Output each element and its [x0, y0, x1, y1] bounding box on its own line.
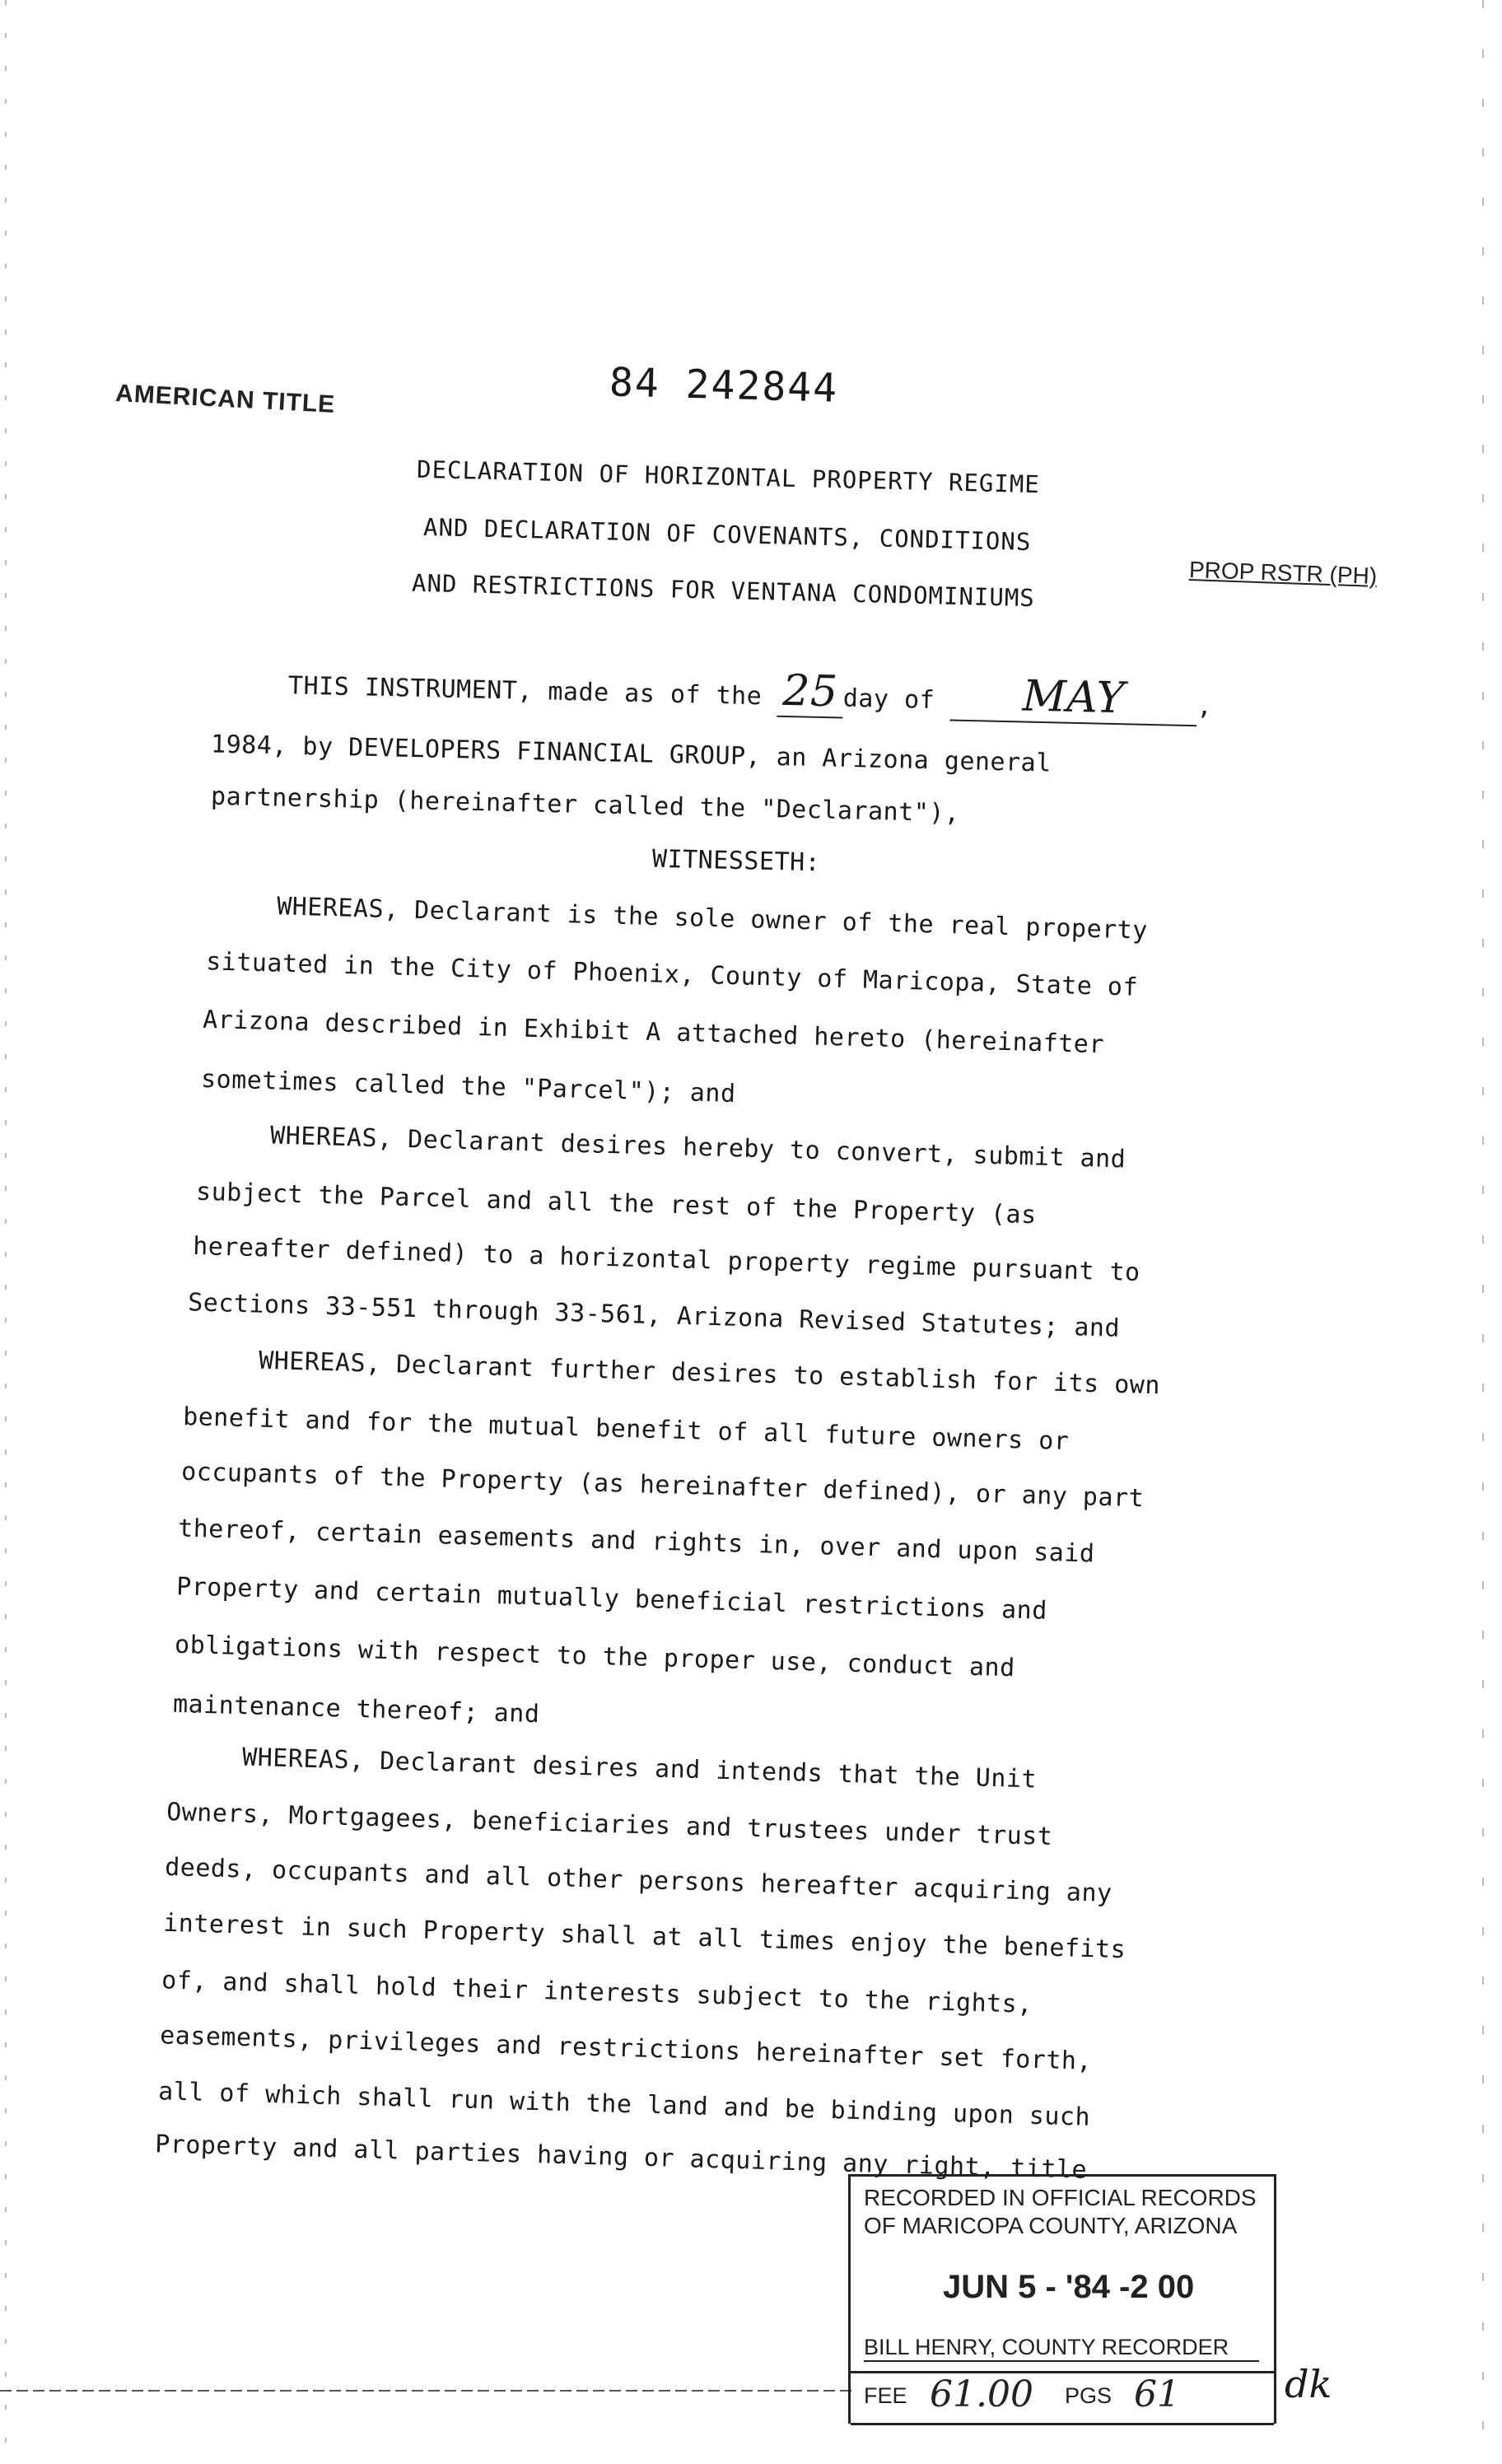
recorder-heading-1: RECORDED IN OFFICIAL RECORDS	[864, 2185, 1257, 2210]
preamble-line-3: partnership (hereinafter called the "Declarant"),	[210, 782, 960, 828]
body-line: WHEREAS, Declarant desires hereby to convert, submit and	[269, 1121, 1126, 1174]
body-line: all of which shall run with the land and be binding upon such	[157, 2077, 1091, 2132]
title-line-2: AND DECLARATION OF COVENANTS, CONDITIONS	[422, 512, 1032, 557]
body-line: Sections 33-551 through 33-561, Arizona Revised Statutes; and	[187, 1288, 1121, 1343]
body-line: interest in such Property shall at all times enjoy the benefits	[162, 1908, 1126, 1965]
handwritten-day: 25	[777, 666, 843, 719]
body-line: benefit and for the mutual benefit of all future owners or	[182, 1402, 1070, 1457]
body-line: hereafter defined) to a horizontal property regime pursuant to	[192, 1231, 1141, 1288]
body-line: Property and certain mutually beneficial restrictions and	[175, 1572, 1048, 1626]
title-line-1: DECLARATION OF HORIZONTAL PROPERTY REGIME	[416, 455, 1041, 499]
body-line: obligations with respect to the proper use, conduct and	[174, 1630, 1016, 1683]
body-line: sometimes called the "Parcel"); and	[200, 1064, 737, 1109]
body-line: Property and all parties having or acquiring any right, title	[154, 2130, 1088, 2185]
fee-value: 61.00	[930, 2373, 1033, 2415]
body-line: thereof, certain easements and rights in, over and upon said	[177, 1514, 1095, 1569]
scan-bottom-edge	[0, 2390, 856, 2392]
body-line: occupants of the Property (as hereinafter defined), or any part	[180, 1457, 1145, 1514]
body-line: subject the Parcel and all the rest of the Property (as	[195, 1177, 1038, 1230]
body-line: WHEREAS, Declarant is the sole owner of the real property	[276, 892, 1149, 945]
recorder-heading-2: OF MARICOPA COUNTY, ARIZONA	[864, 2213, 1238, 2238]
body-line: deeds, occupants and all other persons hereafter acquiring any	[164, 1852, 1113, 1909]
body-line: of, and shall hold their interests subject to the rights,	[161, 1966, 1033, 2019]
preamble-lead: THIS INSTRUMENT, made as of the	[287, 671, 763, 712]
handwritten-month: MAY	[949, 670, 1197, 727]
recording-date: JUN 5 - '84 -2 00	[943, 2269, 1195, 2305]
preamble-comma: ,	[1196, 692, 1213, 721]
body-line: Owners, Mortgagees, beneficiaries and trustees under trust	[166, 1797, 1053, 1852]
scan-edge-right	[1482, 0, 1484, 2464]
pages-label: PGS	[1065, 2383, 1113, 2408]
preamble-line-1	[287, 655, 1213, 726]
handwritten-initials: dk	[1285, 2362, 1332, 2406]
fee-label: FEE	[864, 2383, 907, 2408]
body-line: situated in the City of Phoenix, County of Maricopa, State of	[205, 947, 1139, 1002]
title-company-stamp: AMERICAN TITLE	[114, 380, 337, 418]
body-line: WHEREAS, Declarant desires and intends that the Unit	[241, 1743, 1038, 1794]
body-line: WHEREAS, Declarant further desires to establish for its own	[258, 1346, 1161, 1401]
recorder-name: BILL HENRY, COUNTY RECORDER	[864, 2335, 1259, 2362]
witnesseth-heading: WITNESSETH:	[651, 844, 821, 878]
preamble-day-of: day of	[842, 684, 935, 716]
pages-value: 61	[1134, 2373, 1180, 2415]
body-line: maintenance thereof; and	[172, 1689, 540, 1729]
county-recorder-stamp	[848, 2174, 1276, 2424]
preamble-line-2: 1984, by DEVELOPERS FINANCIAL GROUP, an Arizona general	[210, 730, 1052, 778]
body-line: Arizona described in Exhibit A attached hereto (hereinafter	[202, 1005, 1105, 1060]
scan-edge-left	[5, 0, 7, 2464]
recording-code-stamp: PROP RSTR (PH)	[1188, 557, 1378, 589]
fee-row	[851, 2371, 1274, 2425]
body-line: easements, privileges and restrictions hereinafter set forth,	[159, 2021, 1093, 2076]
title-line-3: AND RESTRICTIONS FOR VENTANA CONDOMINIUMS	[411, 568, 1036, 613]
document-number: 84 242844	[609, 359, 839, 412]
